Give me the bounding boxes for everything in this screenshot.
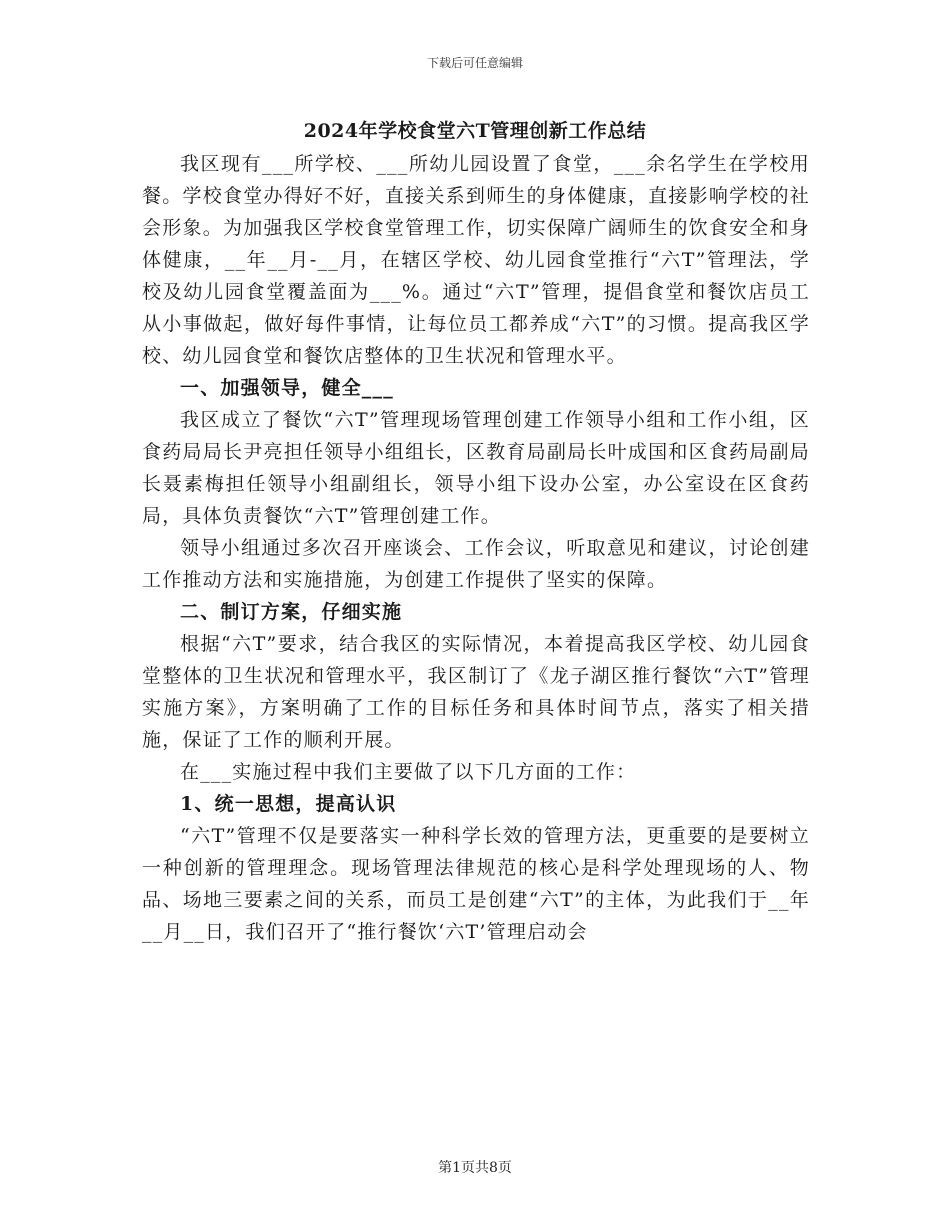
paragraph-leadership-group: 我区成立了餐饮“六T”管理现场管理创建工作领导小组和工作小组，区食药局局长尹亮担任领导小组组长，区教育局副局长叶成国和区食药局副局长聂素梅担任领导小组副组长，领导小组下设办公室，办公室设在区食药局，具体负责餐饮“六T”管理创建工作。: [142, 409, 810, 527]
document-title: 2024年学校食堂六T管理创新工作总结: [303, 120, 647, 142]
paragraph-meetings: 领导小组通过多次召开座谈会、工作会议，听取意见和建议，讨论创建工作推动方法和实施措施，为创建工作提供了坚实的保障。: [142, 537, 810, 591]
paragraph-work-list: 在___实施过程中我们主要做了以下几方面的工作：: [180, 761, 637, 783]
paragraph-intro: 我区现有___所学校、___所幼儿园设置了食堂，___余名学生在学校用餐。学校食堂办得好不好，直接关系到师生的身体健康，直接影响学校的社会形象。为加强我区学校食堂管理工作，切实保障广阔师生的饮食安全和身体健康，__年__月-__月，在辖区学校、幼儿园食堂推行“六T”管理法，学校及幼儿园食堂覆盖面为___%。通过“六T”管理，提倡食堂和餐饮店员工从小事做起，做好每件事情，让每位员工都养成“六T”的习惯。提高我区学校、幼儿园食堂和餐饮店整体的卫生状况和管理水平。: [142, 153, 810, 367]
subsection-heading-1: 1、统一思想，提高认识: [180, 793, 397, 815]
page-header-note: 下载后可任意编辑: [426, 56, 523, 70]
document-body: [142, 148, 810, 948]
page-number-footer: 第1页共8页: [438, 1160, 512, 1176]
paragraph-concept: “六T”管理不仅是要落实一种科学长效的管理方法，更重要的是要树立一种创新的管理理念。现场管理法律规范的核心是科学处理现场的人、物品、场地三要素之间的关系，而员工是创建“六T”的主体，为此我们于__年__月__日，我们召开了“推行餐饮‘六T’管理启动会: [142, 825, 810, 943]
section-heading-1: 一、加强领导，健全___: [180, 377, 394, 399]
paragraph-plan: 根据“六T”要求，结合我区的实际情况，本着提高我区学校、幼儿园食堂整体的卫生状况和管理水平，我区制订了《龙子湖区推行餐饮“六T”管理实施方案》，方案明确了工作的目标任务和具体时间节点，落实了相关措施，保证了工作的顺利开展。: [142, 633, 810, 751]
section-heading-2: 二、制订方案，仔细实施: [180, 601, 403, 623]
